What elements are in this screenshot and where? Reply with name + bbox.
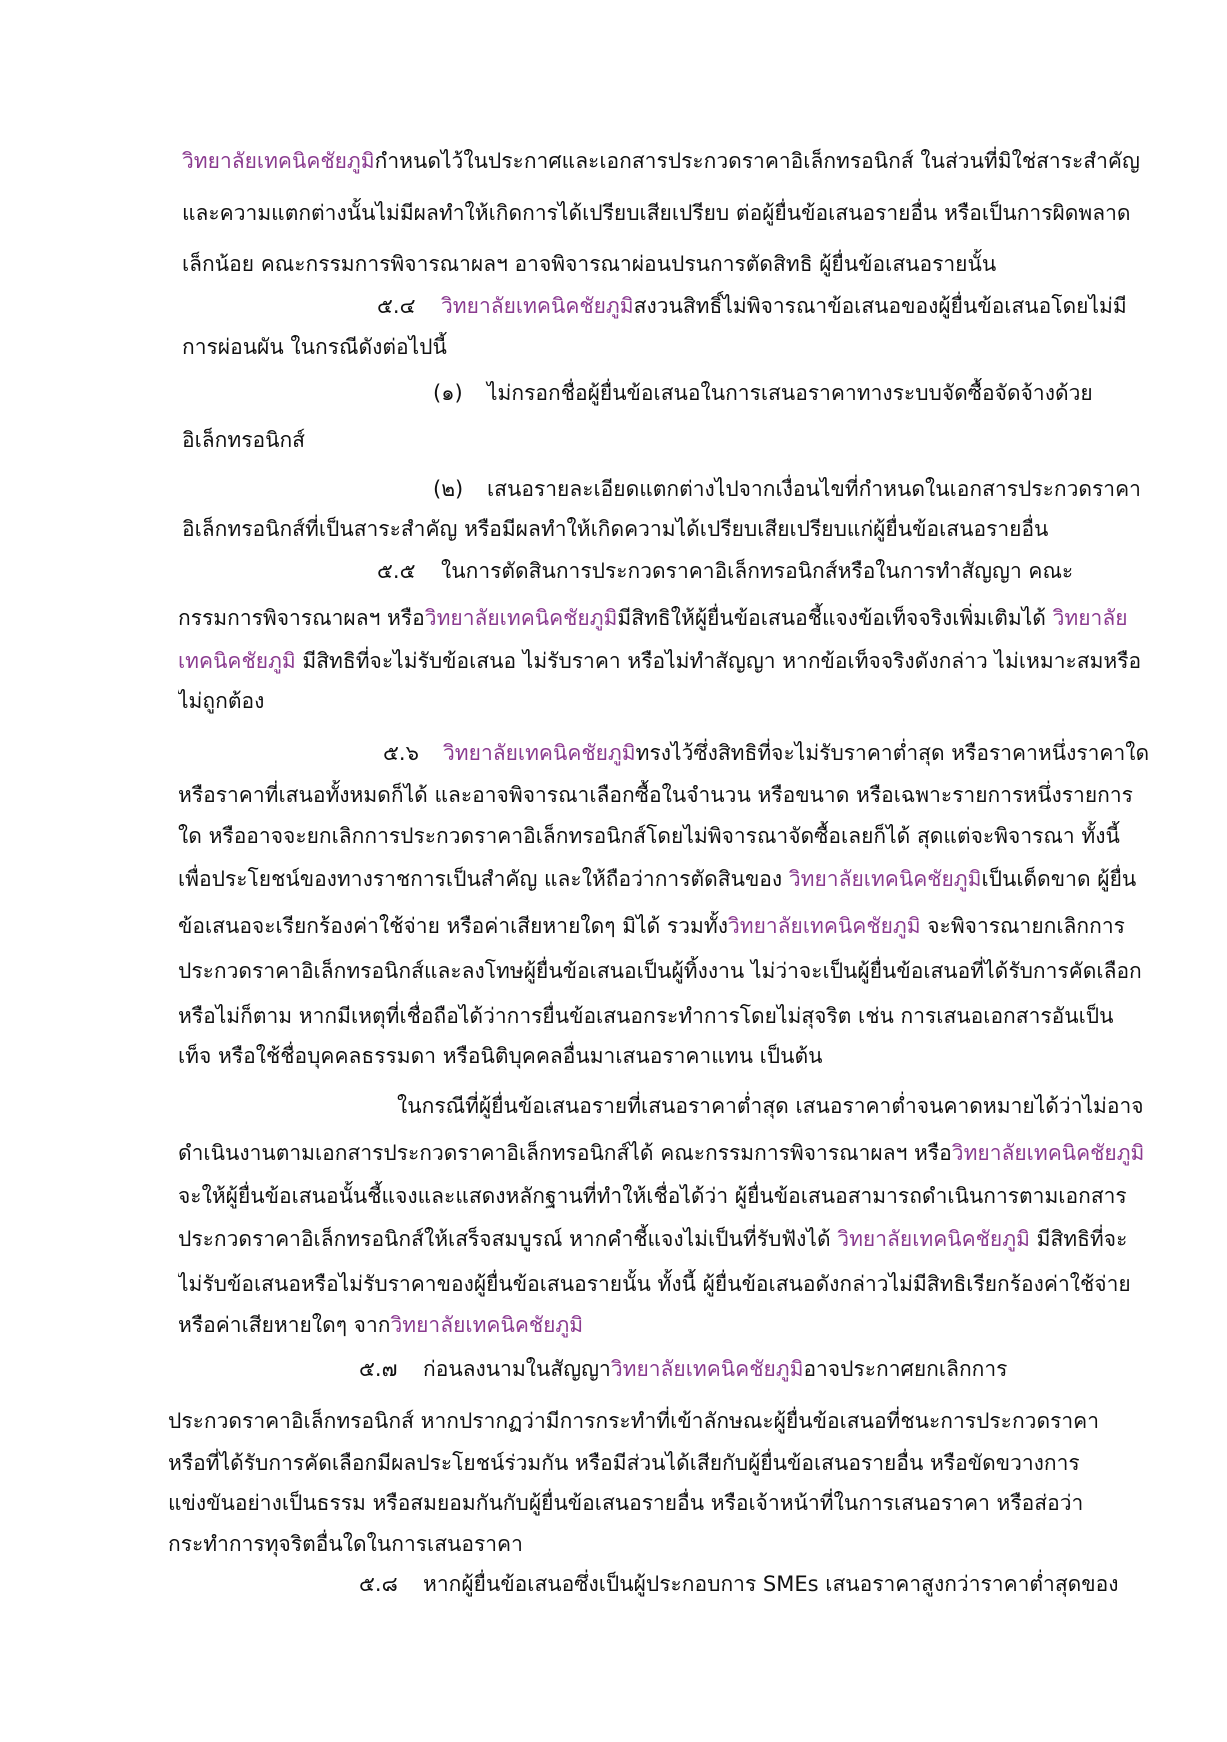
text-line: ใด หรืออาจจะยกเลิกการประกวดราคาอิเล็กทรอนิกส์โดยไม่พิจารณาจัดซื้อเลยก็ได้ สุดแต่จะพิจารณา ทั้งนี้ xyxy=(178,824,1120,848)
clause-number: ๕.๗ xyxy=(359,1357,398,1381)
text-line: หรือที่ได้รับการคัดเลือกมีผลประโยชน์ร่วมกัน หรือมีส่วนได้เสียกับผู้ยื่นข้อเสนอรายอื่น หรือขัดขวางการ xyxy=(168,1451,1080,1475)
text-line: อิเล็กทรอนิกส์ที่เป็นสาระสำคัญ หรือมีผลทำให้เกิดความได้เปรียบเสียเปรียบแก่ผู้ยื่นข้อเสนอรายอื่น xyxy=(182,517,1049,541)
org-name-highlight: วิทยาลัยเทคนิคชัยภูมิ xyxy=(390,1313,584,1337)
org-name-highlight: วิทยาลัย xyxy=(1052,606,1128,630)
text-line: ๕.๕ ในการตัดสินการประกวดราคาอิเล็กทรอนิกส์หรือในการทำสัญญา คณะ xyxy=(377,556,1073,586)
text-line: ข้อเสนอจะเรียกร้องค่าใช้จ่าย หรือค่าเสียหายใดๆ มิได้ รวมทั้งวิทยาลัยเทคนิคชัยภูมิ จะพิจารณายกเลิกการ xyxy=(178,914,1125,938)
org-name-highlight: เทคนิคชัยภูมิ xyxy=(178,649,296,673)
text-line: กระทำการทุจริตอื่นใดในการเสนอราคา xyxy=(168,1532,523,1556)
text-line: เพื่อประโยชน์ของทางราชการเป็นสำคัญ และให้ถือว่าการตัดสินของ วิทยาลัยเทคนิคชัยภูมิเป็นเด็ดขาด ผู้ยื่น xyxy=(178,867,1137,891)
org-name-highlight: วิทยาลัยเทคนิคชัยภูมิ xyxy=(424,606,618,630)
text-line: ๕.๖ วิทยาลัยเทคนิคชัยภูมิทรงไว้ซึ่งสิทธิที่จะไม่รับราคาต่ำสุด หรือราคาหนึ่งราคาใด xyxy=(383,738,1149,768)
text-line: ประกวดราคาอิเล็กทรอนิกส์ให้เสร็จสมบูรณ์ หากคำชี้แจงไม่เป็นที่รับฟังได้ วิทยาลัยเทคนิคชัยภูมิ มีสิทธิที่จะ xyxy=(178,1227,1128,1251)
org-name-highlight: วิทยาลัยเทคนิคชัยภูมิ xyxy=(610,1357,804,1381)
text-line: เล็กน้อย คณะกรรมการพิจารณาผลฯ อาจพิจารณาผ่อนปรนการตัดสิทธิ ผู้ยื่นข้อเสนอรายนั้น xyxy=(182,252,997,276)
text-line: กรรมการพิจารณาผลฯ หรือวิทยาลัยเทคนิคชัยภูมิมีสิทธิให้ผู้ยื่นข้อเสนอชี้แจงข้อเท็จจริงเพิ่มเติมได้ วิทยาลัย xyxy=(178,606,1128,630)
clause-number: ๕.๖ xyxy=(383,741,419,765)
text-line: ๕.๔ วิทยาลัยเทคนิคชัยภูมิสงวนสิทธิ์ไม่พิจารณาข้อเสนอของผู้ยื่นข้อเสนอโดยไม่มี xyxy=(377,291,1127,321)
text-line: หรือราคาที่เสนอทั้งหมดก็ได้ และอาจพิจารณาเลือกซื้อในจำนวน หรือขนาด หรือเฉพาะรายการหนึ่งรายการ xyxy=(178,783,1133,807)
org-name-highlight: วิทยาลัยเทคนิคชัยภูมิ xyxy=(441,294,634,318)
text-line: เทคนิคชัยภูมิ มีสิทธิที่จะไม่รับข้อเสนอ ไม่รับราคา หรือไม่ทำสัญญา หากข้อเท็จจริงดังกล่าว ไม่เหมาะสมหรือ xyxy=(178,649,1142,673)
text-line: อิเล็กทรอนิกส์ xyxy=(182,428,305,452)
text-line: ดำเนินงานตามเอกสารประกวดราคาอิเล็กทรอนิกส์ได้ คณะกรรมการพิจารณาผลฯ หรือวิทยาลัยเทคนิคชัยภูมิ xyxy=(178,1141,1145,1165)
item-number: (๑) xyxy=(433,381,463,405)
text-line: การผ่อนผัน ในกรณีดังต่อไปนี้ xyxy=(182,335,447,359)
text-line: ไม่ถูกต้อง xyxy=(178,689,265,713)
text-line: (๑) ไม่กรอกชื่อผู้ยื่นข้อเสนอในการเสนอราคาทางระบบจัดซื้อจัดจ้างด้วย xyxy=(433,378,1093,408)
org-name-highlight: วิทยาลัยเทคนิคชัยภูมิ xyxy=(443,741,636,765)
org-name-highlight: วิทยาลัยเทคนิคชัยภูมิ xyxy=(182,149,375,173)
text-line: วิทยาลัยเทคนิคชัยภูมิกำหนดไว้ในประกาศและเอกสารประกวดราคาอิเล็กทรอนิกส์ ในส่วนที่มิใช่สาระสำคัญ xyxy=(182,149,1140,173)
text-line: ๕.๗ ก่อนลงนามในสัญญาวิทยาลัยเทคนิคชัยภูมิอาจประกาศยกเลิกการ xyxy=(359,1354,1007,1384)
item-number: (๒) xyxy=(433,477,464,501)
text-line: หรือค่าเสียหายใดๆ จากวิทยาลัยเทคนิคชัยภูมิ xyxy=(178,1313,584,1337)
text-line: ๕.๘ หากผู้ยื่นข้อเสนอซึ่งเป็นผู้ประกอบการ SMEs เสนอราคาสูงกว่าราคาต่ำสุดของ xyxy=(359,1569,1119,1599)
text-line: เท็จ หรือใช้ชื่อบุคคลธรรมดา หรือนิติบุคคลอื่นมาเสนอราคาแทน เป็นต้น xyxy=(178,1044,823,1068)
text-line: ประกวดราคาอิเล็กทรอนิกส์และลงโทษผู้ยื่นข้อเสนอเป็นผู้ทิ้งงาน ไม่ว่าจะเป็นผู้ยื่นข้อเสนอที่ได้รับการคัดเลือก xyxy=(178,959,1142,983)
org-name-highlight: วิทยาลัยเทคนิคชัยภูมิ xyxy=(788,867,982,891)
clause-number: ๕.๘ xyxy=(359,1572,398,1596)
org-name-highlight: วิทยาลัยเทคนิคชัยภูมิ xyxy=(837,1227,1030,1251)
text-line: ประกวดราคาอิเล็กทรอนิกส์ หากปรากฏว่ามีการกระทำที่เข้าลักษณะผู้ยื่นข้อเสนอที่ชนะการประกวดราคา xyxy=(168,1409,1100,1433)
text-line: ไม่รับข้อเสนอหรือไม่รับราคาของผู้ยื่นข้อเสนอรายนั้น ทั้งนี้ ผู้ยื่นข้อเสนอดังกล่าวไม่มีสิทธิเรียกร้องค่าใช้จ่าย xyxy=(178,1272,1131,1296)
org-name-highlight: วิทยาลัยเทคนิคชัยภูมิ xyxy=(727,914,921,938)
text-line: แข่งขันอย่างเป็นธรรม หรือสมยอมกันกับผู้ยื่นข้อเสนอรายอื่น หรือเจ้าหน้าที่ในการเสนอราคา หรือส่อว่า xyxy=(168,1491,1084,1515)
text-line: จะให้ผู้ยื่นข้อเสนอนั้นชี้แจงและแสดงหลักฐานที่ทำให้เชื่อได้ว่า ผู้ยื่นข้อเสนอสามารถดำเนินการตามเอกสาร xyxy=(178,1184,1127,1208)
text-line: ในกรณีที่ผู้ยื่นข้อเสนอรายที่เสนอราคาต่ำสุด เสนอราคาต่ำจนคาดหมายได้ว่าไม่อาจ xyxy=(397,1094,1144,1118)
clause-number: ๕.๕ xyxy=(377,559,416,583)
org-name-highlight: วิทยาลัยเทคนิคชัยภูมิ xyxy=(951,1141,1145,1165)
text-line: และความแตกต่างนั้นไม่มีผลทำให้เกิดการได้เปรียบเสียเปรียบ ต่อผู้ยื่นข้อเสนอรายอื่น หรือเป็นการผิดพลาด xyxy=(182,201,1131,225)
text-line: (๒) เสนอรายละเอียดแตกต่างไปจากเงื่อนไขที่กำหนดในเอกสารประกวดราคา xyxy=(433,474,1141,504)
clause-number: ๕.๔ xyxy=(377,294,416,318)
text-line: หรือไม่ก็ตาม หากมีเหตุที่เชื่อถือได้ว่าการยื่นข้อเสนอกระทำการโดยไม่สุจริต เช่น การเสนอเอกสารอันเป็น xyxy=(178,1004,1114,1028)
